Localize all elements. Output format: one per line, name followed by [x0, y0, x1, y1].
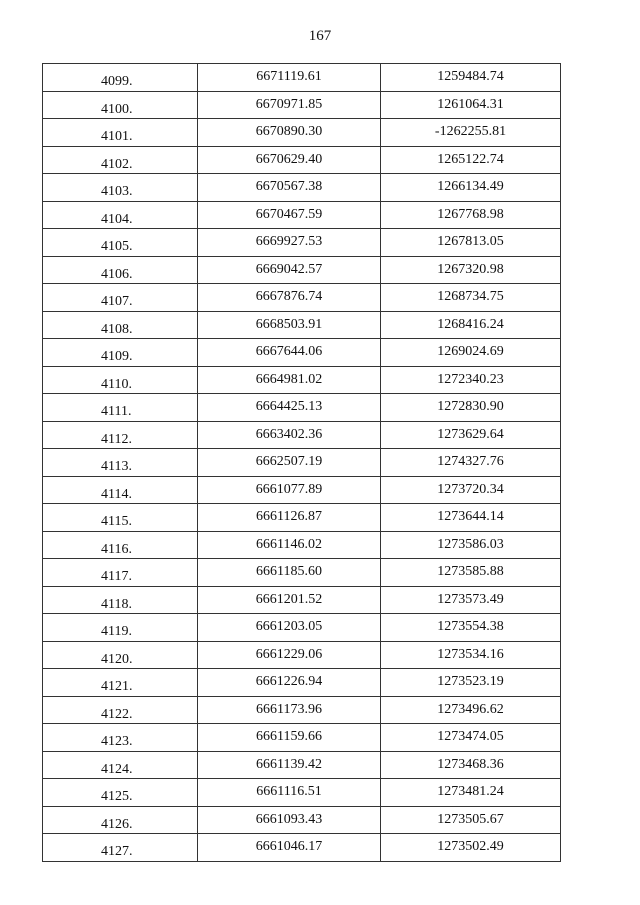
y-coordinate: 1268416.24 [437, 316, 504, 332]
point-number: 4123. [101, 734, 133, 749]
y-coordinate-cell [381, 559, 561, 587]
point-number: 4125. [101, 789, 133, 804]
y-coordinate-cell [381, 641, 561, 669]
x-coordinate: 6661116.51 [256, 784, 322, 799]
x-coordinate: 6670567.38 [255, 179, 323, 194]
y-coordinate: 1273644.14 [437, 509, 504, 524]
point-number: 4115. [101, 514, 132, 529]
x-coordinate: 6664981.02 [255, 371, 323, 387]
x-coordinate: 6661126.87 [256, 509, 322, 524]
point-number: 4118. [101, 596, 132, 612]
y-coordinate: 1273585.88 [437, 564, 504, 579]
point-number-cell [43, 449, 198, 477]
point-number: 4124. [101, 761, 133, 777]
y-coordinate-cell [381, 174, 561, 202]
x-coordinate-cell [198, 724, 381, 752]
x-coordinate: 6669042.57 [255, 261, 323, 277]
x-coordinate-cell [198, 669, 381, 697]
table-row [43, 366, 561, 394]
y-coordinate: 1273502.49 [437, 839, 504, 854]
x-coordinate: 6661226.94 [255, 674, 323, 689]
y-coordinate-cell [381, 696, 561, 724]
point-number: 4106. [101, 266, 133, 282]
coordinates-table [42, 63, 561, 862]
x-coordinate-cell [198, 641, 381, 669]
point-number: 4105. [101, 239, 133, 254]
x-coordinate-cell [198, 119, 381, 147]
x-coordinate-cell [198, 146, 381, 174]
point-number-cell [43, 394, 198, 422]
point-number-cell [43, 476, 198, 504]
table-row [43, 119, 561, 147]
point-number-cell [43, 256, 198, 284]
y-coordinate: 1261064.31 [437, 96, 504, 112]
y-coordinate: 1269024.69 [437, 344, 504, 359]
table-row [43, 284, 561, 312]
y-coordinate: 1273629.64 [437, 426, 504, 442]
x-coordinate-cell [198, 531, 381, 559]
table-row [43, 449, 561, 477]
y-coordinate: 1268734.75 [437, 289, 504, 304]
x-coordinate: 6671119.61 [256, 69, 322, 84]
x-coordinate-cell [198, 449, 381, 477]
table-row [43, 559, 561, 587]
table-row [43, 174, 561, 202]
x-coordinate-cell [198, 394, 381, 422]
y-coordinate: 1273586.03 [437, 536, 504, 552]
y-coordinate: 1273468.36 [437, 756, 504, 772]
x-coordinate: 6661146.02 [256, 536, 322, 552]
y-coordinate-cell [381, 504, 561, 532]
y-coordinate-cell [381, 394, 561, 422]
y-coordinate-cell [381, 64, 561, 92]
y-coordinate-cell [381, 201, 561, 229]
x-coordinate-cell [198, 834, 381, 862]
page-number: 167 [308, 28, 332, 44]
table-row [43, 724, 561, 752]
y-coordinate: 1273523.19 [437, 674, 504, 689]
x-coordinate-cell [198, 366, 381, 394]
y-coordinate: 1267813.05 [437, 234, 504, 249]
y-coordinate: 1273481.24 [437, 784, 504, 799]
point-number: 4104. [101, 211, 133, 227]
table-row [43, 531, 561, 559]
x-coordinate: 6667644.06 [255, 344, 323, 359]
point-number: 4099. [101, 74, 133, 89]
x-coordinate-cell [198, 779, 381, 807]
table-row [43, 669, 561, 697]
y-coordinate: 1273534.16 [437, 646, 504, 662]
point-number-cell [43, 119, 198, 147]
point-number: 4101. [101, 129, 133, 144]
x-coordinate: 6661203.05 [255, 619, 323, 634]
point-number-cell [43, 696, 198, 724]
table-row [43, 64, 561, 92]
y-coordinate: 1265122.74 [437, 151, 504, 167]
x-coordinate-cell [198, 421, 381, 449]
y-coordinate-cell [381, 311, 561, 339]
point-number: 4107. [101, 294, 133, 309]
point-number-cell [43, 146, 198, 174]
point-number-cell [43, 174, 198, 202]
y-coordinate-cell [381, 284, 561, 312]
table-row [43, 751, 561, 779]
point-number: 4113. [101, 459, 132, 474]
x-coordinate-cell [198, 476, 381, 504]
x-coordinate-cell [198, 559, 381, 587]
point-number-cell [43, 311, 198, 339]
y-coordinate-cell [381, 779, 561, 807]
x-coordinate-cell [198, 91, 381, 119]
x-coordinate-cell [198, 614, 381, 642]
point-number-cell [43, 779, 198, 807]
point-number-cell [43, 669, 198, 697]
x-coordinate: 6661077.89 [255, 481, 323, 497]
y-coordinate: 1273505.67 [437, 811, 504, 827]
x-coordinate: 6661093.43 [255, 811, 323, 827]
y-coordinate: -1262255.81 [434, 124, 507, 139]
y-coordinate-cell [381, 229, 561, 257]
x-coordinate: 6662507.19 [255, 454, 323, 469]
point-number-cell [43, 834, 198, 862]
y-coordinate-cell [381, 476, 561, 504]
x-coordinate-cell [198, 229, 381, 257]
x-coordinate: 6664425.13 [255, 399, 323, 414]
point-number: 4111. [101, 404, 132, 419]
table-row [43, 834, 561, 862]
table-row [43, 696, 561, 724]
y-coordinate-cell [381, 806, 561, 834]
x-coordinate-cell [198, 751, 381, 779]
x-coordinate-cell [198, 311, 381, 339]
point-number-cell [43, 586, 198, 614]
point-number: 4117. [101, 569, 132, 584]
point-number-cell [43, 504, 198, 532]
y-coordinate-cell [381, 586, 561, 614]
y-coordinate-cell [381, 146, 561, 174]
x-coordinate: 6668503.91 [255, 316, 323, 332]
point-number: 4103. [101, 184, 133, 199]
y-coordinate-cell [381, 119, 561, 147]
table-row [43, 614, 561, 642]
y-coordinate-cell [381, 366, 561, 394]
point-number: 4119. [101, 624, 132, 639]
y-coordinate-cell [381, 724, 561, 752]
point-number-cell [43, 64, 198, 92]
table-row [43, 201, 561, 229]
point-number: 4122. [101, 706, 133, 722]
table-row [43, 311, 561, 339]
point-number-cell [43, 91, 198, 119]
x-coordinate-cell [198, 586, 381, 614]
point-number-cell [43, 614, 198, 642]
point-number: 4100. [101, 101, 133, 117]
point-number-cell [43, 366, 198, 394]
point-number: 4110. [101, 376, 132, 392]
x-coordinate-cell [198, 284, 381, 312]
point-number: 4120. [101, 651, 133, 667]
x-coordinate: 6661185.60 [256, 564, 322, 579]
x-coordinate: 6669927.53 [255, 234, 323, 249]
x-coordinate: 6661173.96 [256, 701, 322, 717]
x-coordinate: 6670971.85 [255, 96, 323, 112]
table-row [43, 806, 561, 834]
x-coordinate-cell [198, 806, 381, 834]
point-number: 4114. [101, 486, 132, 502]
x-coordinate: 6670629.40 [255, 151, 323, 167]
y-coordinate-cell [381, 339, 561, 367]
x-coordinate: 6661046.17 [255, 839, 323, 854]
point-number-cell [43, 806, 198, 834]
y-coordinate-cell [381, 256, 561, 284]
x-coordinate-cell [198, 174, 381, 202]
point-number: 4112. [101, 431, 132, 447]
point-number-cell [43, 421, 198, 449]
x-coordinate: 6661159.66 [256, 729, 322, 744]
y-coordinate-cell [381, 449, 561, 477]
y-coordinate: 1266134.49 [437, 179, 504, 194]
point-number: 4116. [101, 541, 132, 557]
table-row [43, 339, 561, 367]
x-coordinate-cell [198, 339, 381, 367]
point-number-cell [43, 559, 198, 587]
point-number-cell [43, 751, 198, 779]
table-row [43, 229, 561, 257]
y-coordinate: 1259484.74 [437, 69, 504, 84]
point-number-cell [43, 201, 198, 229]
y-coordinate-cell [381, 531, 561, 559]
x-coordinate: 6667876.74 [255, 289, 323, 304]
point-number-cell [43, 284, 198, 312]
y-coordinate: 1273554.38 [437, 619, 504, 634]
y-coordinate: 1273573.49 [437, 591, 504, 607]
y-coordinate-cell [381, 421, 561, 449]
y-coordinate: 1274327.76 [437, 454, 504, 469]
point-number: 4109. [101, 349, 133, 364]
y-coordinate: 1272340.23 [437, 371, 504, 387]
y-coordinate-cell [381, 614, 561, 642]
y-coordinate-cell [381, 834, 561, 862]
table-row [43, 586, 561, 614]
y-coordinate: 1273474.05 [437, 729, 504, 744]
y-coordinate: 1267768.98 [437, 206, 504, 222]
x-coordinate: 6661229.06 [255, 646, 323, 662]
x-coordinate-cell [198, 256, 381, 284]
x-coordinate-cell [198, 64, 381, 92]
x-coordinate-cell [198, 696, 381, 724]
point-number-cell [43, 339, 198, 367]
y-coordinate: 1272830.90 [437, 399, 504, 414]
table-row [43, 91, 561, 119]
table-row [43, 256, 561, 284]
x-coordinate: 6670467.59 [255, 206, 323, 222]
point-number-cell [43, 531, 198, 559]
y-coordinate: 1267320.98 [437, 261, 504, 277]
y-coordinate-cell [381, 91, 561, 119]
point-number-cell [43, 229, 198, 257]
table-row [43, 394, 561, 422]
table-row [43, 421, 561, 449]
point-number: 4127. [101, 844, 133, 859]
table-row [43, 146, 561, 174]
x-coordinate: 6661201.52 [255, 591, 323, 607]
x-coordinate-cell [198, 504, 381, 532]
point-number: 4121. [101, 679, 133, 694]
x-coordinate: 6670890.30 [255, 124, 323, 139]
table-row [43, 779, 561, 807]
point-number-cell [43, 724, 198, 752]
y-coordinate: 1273496.62 [437, 701, 504, 717]
table-row [43, 476, 561, 504]
point-number-cell [43, 641, 198, 669]
point-number: 4108. [101, 321, 133, 337]
y-coordinate-cell [381, 669, 561, 697]
x-coordinate-cell [198, 201, 381, 229]
point-number: 4102. [101, 156, 133, 172]
y-coordinate-cell [381, 751, 561, 779]
x-coordinate: 6661139.42 [256, 756, 322, 772]
table-row [43, 641, 561, 669]
point-number: 4126. [101, 816, 133, 832]
x-coordinate: 6663402.36 [255, 426, 323, 442]
y-coordinate: 1273720.34 [437, 481, 504, 497]
table-row [43, 504, 561, 532]
